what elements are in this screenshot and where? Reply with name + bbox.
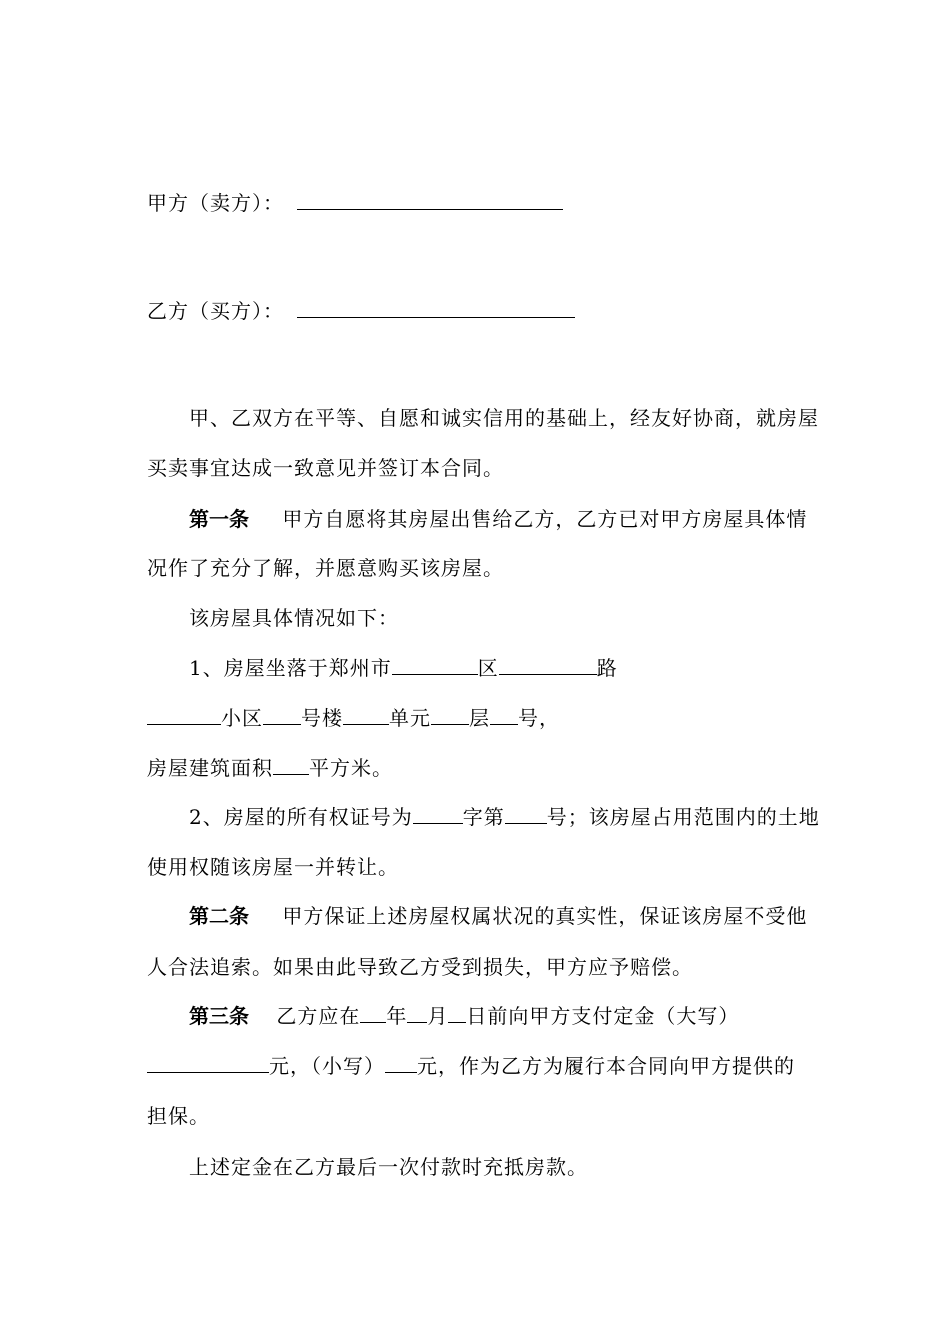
community-blank	[147, 706, 221, 725]
month-label: 月	[427, 1004, 449, 1028]
item-1-line-1	[189, 656, 618, 680]
details-intro: 该房屋具体情况如下：	[189, 606, 399, 630]
details-intro-line	[189, 606, 399, 630]
item-1-location-label: 1、房屋坐落于郑州市	[189, 656, 392, 680]
certificate-prefix-blank	[413, 805, 463, 824]
building-blank	[263, 706, 301, 725]
party-b-line	[147, 299, 575, 323]
road-blank	[499, 656, 597, 675]
deposit-note: 上述定金在乙方最后一次付款时充抵房款。	[189, 1155, 588, 1179]
article-2-text-1: 甲方保证上述房屋权属状况的真实性，保证该房屋不受他	[282, 904, 808, 928]
article-3-text-3: 担保。	[147, 1104, 210, 1128]
area-unit: 平方米。	[309, 756, 393, 780]
article-1-heading: 第一条	[189, 507, 249, 531]
article-3-text-a: 乙方应在	[276, 1004, 361, 1028]
certificate-tail: 号；该房屋占用范围内的土地	[546, 805, 820, 829]
item-2-line-1	[189, 805, 820, 829]
item-2-text-2: 使用权随该房屋一并转让。	[147, 855, 399, 879]
article-3-text-e: 元，（小写）	[269, 1054, 385, 1078]
year-label: 年	[386, 1004, 408, 1028]
floor-blank	[431, 706, 469, 725]
article-3-text-d: 日前向甲方支付定金（大写）	[466, 1004, 740, 1028]
unit-blank	[343, 706, 389, 725]
article-1-line-2	[147, 556, 504, 580]
preamble-line-1	[189, 406, 819, 430]
certificate-label: 2、房屋的所有权证号为	[189, 805, 413, 829]
article-1-line-1	[189, 507, 807, 531]
article-3-heading: 第三条	[189, 1004, 249, 1028]
deposit-note-line	[189, 1155, 588, 1179]
room-label: 号，	[518, 706, 560, 730]
article-3-line-3	[147, 1104, 210, 1128]
deposit-lowercase-blank	[385, 1054, 417, 1073]
community-label: 小区	[221, 706, 263, 730]
party-b-blank	[297, 299, 575, 318]
item-2-line-2	[147, 855, 399, 879]
day-blank	[448, 1004, 466, 1023]
party-b-label: 乙方（买方）：	[147, 299, 284, 323]
article-1-text-2: 况作了充分了解，并愿意购买该房屋。	[147, 556, 504, 580]
unit-label: 单元	[389, 706, 431, 730]
road-label: 路	[596, 656, 618, 680]
party-a-blank	[297, 191, 563, 210]
preamble-line-2	[147, 456, 504, 480]
article-3-line-2	[147, 1054, 795, 1078]
party-a-label: 甲方（卖方）：	[147, 191, 284, 215]
item-1-line-2	[147, 706, 560, 730]
room-blank	[490, 706, 518, 725]
article-1-text-1: 甲方自愿将其房屋出售给乙方，乙方已对甲方房屋具体情	[282, 507, 808, 531]
article-2-line-1	[189, 904, 807, 928]
district-blank	[392, 656, 478, 675]
preamble-text-1: 甲、乙双方在平等、自愿和诚实信用的基础上，经友好协商，就房屋	[189, 406, 819, 430]
article-2-line-2	[147, 955, 693, 979]
party-a-line	[147, 191, 563, 215]
area-label: 房屋建筑面积	[147, 756, 273, 780]
article-3-text-f: 元，作为乙方为履行本合同向甲方提供的	[417, 1054, 795, 1078]
preamble-text-2: 买卖事宜达成一致意见并签订本合同。	[147, 456, 504, 480]
certificate-number-blank	[505, 805, 547, 824]
district-label: 区	[477, 656, 499, 680]
article-3-line-1	[189, 1004, 739, 1028]
deposit-uppercase-blank	[147, 1054, 269, 1073]
floor-label: 层	[469, 706, 490, 730]
area-blank	[273, 756, 309, 775]
item-1-line-3	[147, 756, 393, 780]
certificate-mid-label: 字第	[462, 805, 505, 829]
article-2-heading: 第二条	[189, 904, 249, 928]
article-2-text-2: 人合法追索。如果由此导致乙方受到损失，甲方应予赔偿。	[147, 955, 693, 979]
building-label: 号楼	[301, 706, 343, 730]
month-blank	[407, 1004, 427, 1023]
year-blank	[360, 1004, 386, 1023]
